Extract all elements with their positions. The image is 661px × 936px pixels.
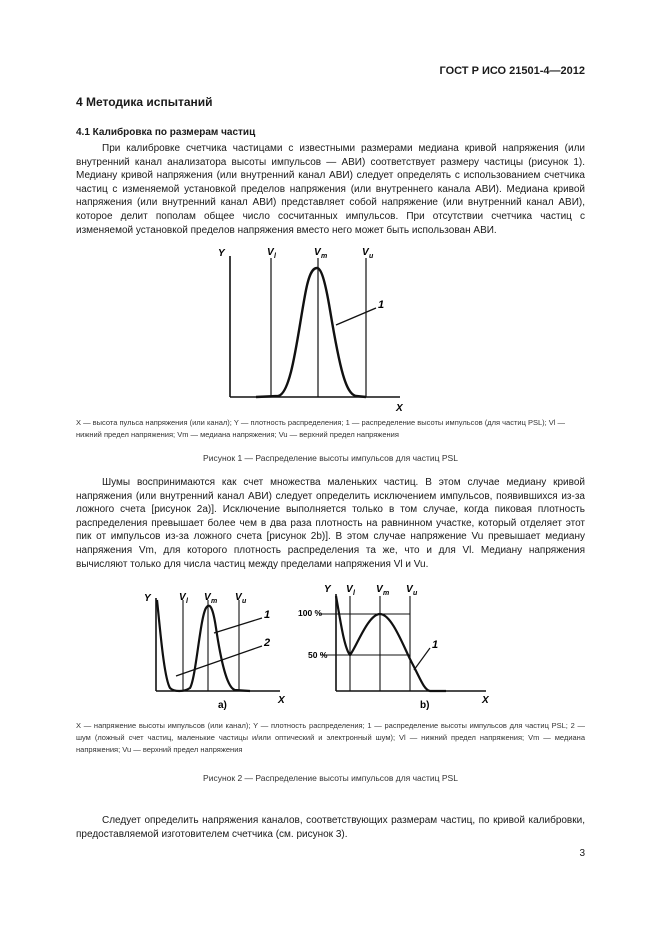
svg-text:V: V	[204, 592, 211, 603]
svg-text:V: V	[267, 247, 274, 258]
paragraph-3: Следует определить напряжения каналов, соответствующих размерам частиц, по кривой калибровки, предоставляемой изготовителем счетчика (см. рисунок 3).	[76, 815, 585, 840]
curve-label: 1	[378, 299, 385, 311]
distribution-curve	[256, 268, 366, 397]
paragraph-2: Шумы воспринимаются как счет множества маленьких частиц. В этом случае медиану кривой напряжения (или внутренний канал АВИ) следует определить исключением импульсов, появившихся из-за ложного счета [рисунок 2a)]. Исключение выполняется только в том случае, когда пиковая плотность распределения превышает более чем в два раза плотность на равнинном участке, который отделяет этот пик от импульсов из-за ложного счета [рисунок 2b)]. В этом случае напряжение Vu превышает медиану напряжения Vm, для которого плотность распределения та же, что и для Vl. Медиану напряжения вычисляют только для числа частиц между пределами напряжения Vl и Vu.	[76, 477, 585, 570]
svg-text:a): a)	[218, 700, 227, 711]
figure-1-title: Рисунок 1 — Распределение высоты импульсов для частиц PSL	[203, 453, 458, 463]
figure-2b-diagram	[296, 578, 496, 712]
section-title: 4 Методика испытаний	[76, 95, 213, 109]
svg-text:V: V	[362, 247, 369, 258]
svg-text:l: l	[274, 253, 276, 260]
leader-line	[336, 308, 376, 325]
svg-text:u: u	[413, 590, 418, 597]
y-label: Y	[218, 248, 225, 259]
svg-text:1: 1	[264, 609, 271, 621]
svg-text:V: V	[346, 584, 353, 595]
svg-text:b): b)	[420, 700, 430, 711]
svg-text:l: l	[186, 598, 188, 605]
figure-2-title: Рисунок 2 — Распределение высоты импульсов для частиц PSL	[203, 773, 458, 783]
svg-text:2: 2	[264, 637, 271, 649]
svg-text:V: V	[179, 592, 186, 603]
svg-text:l: l	[353, 590, 355, 597]
page-number: 3	[579, 848, 585, 859]
figure-1-caption: X — высота пульса напряжения (или канал); Y — плотность распределения; 1 — распределение высоты импульсов (для частиц PSL); Vl — нижний предел напряжения; Vm — медиана напряжения; Vu — верхний предел напряжения	[76, 418, 566, 439]
svg-text:50 %: 50 %	[308, 650, 328, 660]
svg-text:V: V	[235, 592, 242, 603]
svg-text:X: X	[482, 695, 489, 706]
subsection-title: 4.1 Калибровка по размерам частиц	[76, 127, 256, 138]
x-label: X	[396, 403, 403, 414]
svg-text:V: V	[314, 247, 321, 258]
svg-text:X: X	[278, 695, 285, 706]
svg-text:u: u	[369, 253, 374, 260]
standard-header: ГОСТ Р ИСО 21501-4—2012	[439, 65, 585, 77]
svg-text:1: 1	[432, 639, 439, 651]
paragraph-1: При калибровке счетчика частицами с известными размерами медиана кривой напряжения (или внутренний канал анализатора высоты импульсов — АВИ) соответствует размеру частицы (рисунок 1). Медиану кривой напряжения (или внутренний канал АВИ) следует определять с использованием счетчика частиц с изменяемой установкой пределов напряжения (или внутреннего канала АВИ). Медиана кривой напряжения (или внутренний канал АВИ) представляет собой напряжение (или внутренний канал АВИ), которое делит пополам общее число сосчитанных импульсов. При отсутствии счетчика частиц с изменяемой установкой пределов напряжения вместо него может быть использован АВИ.	[76, 143, 585, 236]
figure-1-diagram	[190, 240, 420, 415]
svg-text:u: u	[242, 598, 247, 605]
svg-text:Y: Y	[324, 584, 331, 595]
svg-text:100 %: 100 %	[298, 608, 323, 618]
svg-text:m: m	[211, 598, 218, 605]
svg-text:Y: Y	[144, 593, 151, 604]
figure-2a-diagram	[140, 588, 290, 712]
svg-text:m: m	[321, 253, 328, 260]
svg-text:V: V	[406, 584, 413, 595]
figure-2-caption: X — напряжение высоты импульсов (или канал); Y — плотность распределения; 1 — распределение высоты импульсов для частиц PSL; 2 — шум (ложный счет частиц, маленькие частицы и/или оптический и электронный шум); Vl — нижний предел напряжения; Vm — медиана напряжения; Vu — верхний предел напряжения	[76, 721, 585, 754]
svg-text:V: V	[376, 584, 383, 595]
svg-text:m: m	[383, 590, 390, 597]
